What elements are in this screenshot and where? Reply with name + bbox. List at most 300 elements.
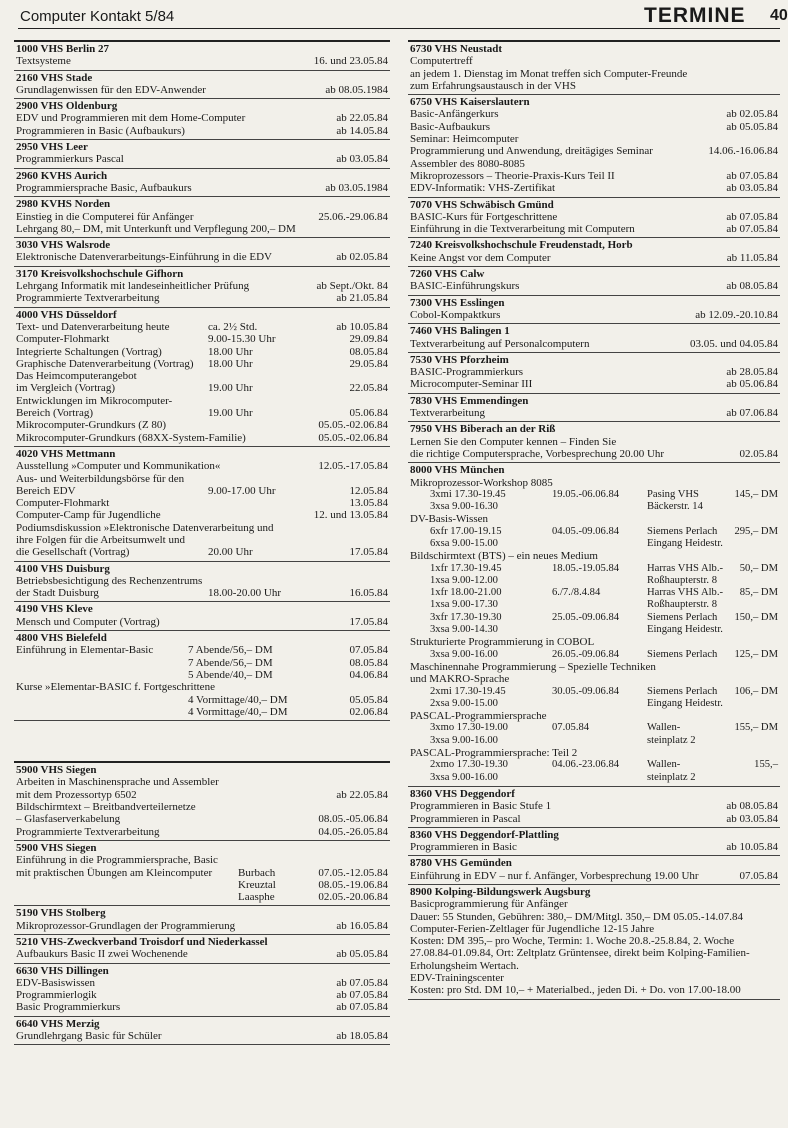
course-schedule: 3xsa 9.00-16.30: [430, 501, 498, 513]
course-row: [16, 370, 388, 382]
course-date: [382, 776, 388, 788]
course-date: ab 03.05.84: [726, 812, 778, 825]
course-date: ab 21.05.84: [336, 292, 388, 305]
course-row: [16, 920, 388, 932]
course-date: [300, 534, 388, 546]
course-time: 19.00 Uhr: [208, 382, 253, 395]
course-schedule: 2xsa 9.00-15.00: [430, 697, 498, 709]
listing-entry: [14, 447, 390, 562]
course-row: [16, 826, 388, 838]
course-name: Einführung in EDV – nur f. Anfänger, Vorbesprechung 19.00 Uhr: [410, 869, 699, 882]
course-price: 4 Vormittage/40,– DM: [188, 693, 288, 706]
listing-title: 7460 VHS Balingen 1: [410, 325, 510, 338]
course-time: 18.00-20.00 Uhr: [208, 587, 282, 600]
listing-entry: [408, 463, 780, 787]
course-price: 150,– DM: [734, 611, 778, 623]
course-time: [208, 395, 300, 407]
course-name: Kurse »Elementar-BASIC f. Fortgeschrittene: [16, 681, 215, 694]
course-row: [16, 395, 388, 407]
course-name: Programmierte Textverarbeitung: [16, 292, 160, 305]
course-row: [410, 587, 778, 599]
course-date: 05.05.-02.06.84: [318, 431, 388, 444]
course-name: Textverarbeitung: [410, 407, 485, 420]
course-row: [410, 170, 778, 182]
course-row: [16, 977, 388, 989]
course-row: [16, 280, 388, 292]
course-date: 14.06.-16.06.84: [708, 145, 778, 158]
course-row: [410, 759, 778, 771]
listing-entry: [14, 267, 390, 308]
course-row: [16, 211, 388, 223]
course-row: [410, 366, 778, 378]
course-row: [410, 526, 778, 538]
course-row: [410, 563, 778, 575]
course-date: [300, 370, 388, 382]
course-name: Bereich EDV: [16, 484, 76, 497]
course-name: Programmieren in Basic Stufe 1: [410, 800, 552, 813]
course-name: Lernen Sie den Computer kennen – Finden Sie: [410, 435, 617, 448]
course-name: Mensch und Computer (Vortrag): [16, 615, 160, 628]
course-row: [16, 776, 388, 788]
listing-title: 5900 VHS Siegen: [16, 764, 97, 777]
course-date: 6./7./8.4.84: [552, 587, 601, 599]
listing-entry: [408, 885, 780, 1000]
course-location: Roßhaupterstr. 8: [647, 574, 718, 586]
course-price: [732, 575, 778, 587]
course-date: ab 11.05.84: [726, 251, 778, 264]
course-date: ab 07.05.84: [336, 989, 388, 1002]
course-name: Grundlehrgang Basic für Schüler: [16, 1030, 162, 1043]
course-row: [410, 133, 778, 145]
course-row: [410, 407, 778, 419]
course-row: [16, 694, 388, 706]
listing-title: 7070 VHS Schwäbisch Gmünd: [410, 198, 554, 211]
course-date: 16.05.84: [349, 587, 388, 600]
course-row: [16, 879, 388, 891]
course-row: [16, 813, 388, 825]
course-name: Kosten: DM 395,– pro Woche, Termin: 1. Woche 20.8.-25.8.84, 2. Woche 27.08.84-01.09.84, Ort: Zeltplatz Grüntensee, direkt beim Kolping-Familien-Erholungsheim Wertach.: [410, 935, 750, 972]
course-row: [410, 252, 778, 264]
course-name: Programmierung und Anwendung, dreitägiges Seminar: [410, 145, 653, 158]
course-row: [410, 612, 778, 624]
course-location: Harras VHS Alb.-: [647, 587, 724, 599]
course-date: 04.06.-23.06.84: [552, 759, 620, 771]
spacer: [16, 657, 188, 669]
course-price: [732, 599, 778, 611]
course-name: Arbeiten in Maschinensprache und Assembler: [16, 776, 219, 789]
listing-entry: [14, 99, 390, 140]
course-date: ab 05.06.84: [726, 378, 778, 391]
course-date: 04.05.-09.06.84: [552, 525, 620, 537]
course-date: 04.05.-26.05.84: [318, 825, 388, 838]
listing-title: 8780 VHS Gemünden: [410, 857, 512, 870]
course-name: Basic-Anfängerkurs: [410, 108, 499, 121]
course-row: [16, 419, 388, 431]
course-name: Textverarbeitung auf Personalcomputern: [410, 337, 590, 350]
course-name: Maschinennahe Programmierung – Spezielle Techniken: [410, 660, 656, 673]
course-date: 12.05.84: [349, 484, 388, 497]
course-name: Bildschirmtext (BTS) – ein neues Medium: [410, 550, 598, 563]
course-name: an jedem 1. Dienstag im Monat treffen sich Computer-Freunde: [410, 67, 688, 80]
course-date: ab 14.05.84: [336, 124, 388, 137]
course-schedule: 6xfr 17.00-19.15: [430, 525, 502, 537]
listing-title: 7830 VHS Emmendingen: [410, 394, 529, 407]
course-row: [16, 473, 388, 485]
course-date: 05.05.84: [349, 693, 388, 706]
course-name: EDV-Trainingscenter: [410, 972, 504, 985]
course-date: 19.05.-06.06.84: [552, 488, 620, 500]
course-name: – Glasfaserverkabelung: [16, 813, 121, 826]
course-date: 17.05.84: [349, 546, 388, 559]
listing-title: 6730 VHS Neustadt: [410, 43, 503, 55]
listing-entry: [14, 1017, 390, 1046]
course-name: Programmieren in Pascal: [410, 812, 521, 825]
course-row: [410, 448, 778, 460]
course-schedule: 3xsa 9.00-16.00: [430, 734, 498, 746]
listing-entry: [14, 71, 390, 100]
magazine-issue: Computer Kontakt 5/84: [20, 8, 175, 25]
course-date: 25.06.-29.06.84: [318, 210, 388, 223]
course-date: ab 22.05.84: [336, 788, 388, 801]
course-date: 03.05. und 04.05.84: [690, 337, 778, 350]
listing-entry: [408, 856, 780, 885]
course-row: [16, 407, 388, 419]
course-time: [208, 616, 300, 628]
course-row: [410, 686, 778, 698]
course-date: ab 08.05.1984: [325, 83, 388, 96]
course-time: 18.00 Uhr: [208, 345, 253, 358]
course-name: Programmierkurs Pascal: [16, 153, 124, 166]
course-date: ab 07.05.84: [336, 1001, 388, 1014]
course-date: 13.05.84: [349, 497, 388, 510]
course-price: 155,–: [754, 759, 778, 771]
course-name: Bereich (Vortrag): [16, 407, 94, 420]
course-date: ab 10.05.84: [336, 320, 388, 333]
course-schedule: 1xfr 18.00-21.00: [430, 587, 502, 599]
course-name: Computer-Ferien-Zeltlager für Jugendliche 12-15 Jahre: [410, 922, 655, 935]
listing-title: 8000 VHS München: [410, 464, 505, 477]
course-row: [16, 546, 388, 558]
course-row: [16, 125, 388, 137]
spacer: [16, 694, 188, 706]
course-name: Aufbaukurs Basic II zwei Wochenende: [16, 948, 188, 961]
listing-title: 6750 VHS Kaiserslautern: [410, 96, 530, 109]
course-date: ab 08.05.84: [726, 800, 778, 813]
listing-entry: [14, 169, 390, 198]
course-date: ab 16.05.84: [336, 919, 388, 932]
course-name: Keine Angst vor dem Computer: [410, 251, 551, 264]
course-row: [410, 489, 778, 501]
course-name: Lehrgang 80,– DM, mit Unterkunft und Verpflegung 200,– DM: [16, 222, 296, 235]
course-name: EDV und Programmieren mit dem Home-Computer: [16, 112, 246, 125]
course-date: 02.06.84: [349, 705, 388, 718]
course-name: Mikroprozessor-Workshop 8085: [410, 476, 553, 489]
course-row: [410, 121, 778, 133]
course-name: Betriebsbesichtigung des Rechenzentrums: [16, 574, 203, 587]
course-row: [410, 722, 778, 734]
course-name: Grundlagenwissen für den EDV-Anwender: [16, 83, 206, 96]
course-location: Eingang Heidestr.: [647, 537, 723, 549]
course-price: [732, 698, 778, 710]
course-schedule: 3xfr 17.30-19.30: [430, 611, 502, 623]
course-date: [552, 772, 647, 784]
listing-title: 7530 VHS Pforzheim: [410, 353, 509, 366]
course-price: 5 Abende/40,– DM: [188, 668, 273, 681]
listing-entry: [408, 787, 780, 828]
listing-title: 4800 VHS Bielefeld: [16, 632, 107, 645]
course-date: 25.05.-09.06.84: [552, 611, 620, 623]
course-name: und MAKRO-Sprache: [410, 673, 510, 686]
course-name: ihre Folgen für die Arbeitsumwelt und: [16, 533, 185, 546]
course-name: Programmierlogik: [16, 989, 97, 1002]
course-row: [16, 644, 388, 656]
listing-entry: [14, 602, 390, 631]
course-date: ab 07.05.84: [726, 210, 778, 223]
course-date: 05.06.84: [349, 407, 388, 420]
course-price: [732, 735, 778, 747]
listing-entry: [408, 95, 780, 197]
course-location: Burbach: [238, 866, 276, 879]
course-location: Wallen-: [647, 722, 681, 734]
course-row: [410, 309, 778, 321]
course-date: 08.05.-19.06.84: [318, 878, 388, 891]
course-name: die richtige Computersprache, Vorbesprechung 20.00 Uhr: [410, 447, 665, 460]
course-date: [300, 473, 388, 485]
course-date: 08.05.-05.06.84: [318, 813, 388, 826]
listing-title: 8360 VHS Deggendorf: [410, 787, 515, 800]
course-date: ab 07.05.84: [336, 976, 388, 989]
listing-title: 4000 VHS Düsseldorf: [16, 308, 117, 321]
course-name: die Gesellschaft (Vortrag): [16, 546, 130, 559]
course-row: [410, 599, 778, 611]
course-date: ab 05.05.84: [726, 120, 778, 133]
course-date: [552, 698, 647, 710]
course-date: 29.09.84: [349, 333, 388, 346]
course-row: [16, 534, 388, 546]
course-schedule: 1xsa 9.00-12.00: [430, 574, 498, 586]
course-time: 9.00-15.30 Uhr: [208, 333, 276, 346]
listing-entry: [408, 296, 780, 325]
course-row: [16, 657, 388, 669]
spacer: [16, 669, 188, 681]
listing-entry: [14, 841, 390, 906]
course-schedule: 3xsa 9.00-16.00: [430, 771, 498, 783]
page-number: 40: [770, 7, 788, 24]
course-row: [410, 108, 778, 120]
course-location: Laasphe: [238, 891, 275, 904]
listing-entry: [408, 238, 780, 267]
course-row: [410, 211, 778, 223]
course-location: Eingang Heidestr.: [647, 697, 723, 709]
course-name: Computer-Flohmarkt: [16, 497, 110, 510]
course-name: Seminar: Heimcomputer: [410, 133, 519, 146]
course-name: Textsysteme: [16, 55, 71, 68]
course-schedule: 6xsa 9.00-15.00: [430, 537, 498, 549]
course-row: [16, 497, 388, 509]
course-row: [410, 436, 778, 448]
course-time: 18.00 Uhr: [208, 357, 253, 370]
course-name: Computer-Camp für Jugendliche: [16, 509, 161, 522]
course-date: ab 05.05.84: [336, 948, 388, 961]
course-row: [410, 841, 778, 853]
section-title: TERMINE: [644, 4, 746, 27]
course-date: [552, 575, 647, 587]
course-name: Microcomputer-Seminar III: [410, 378, 533, 391]
course-time: 9.00-17.00 Uhr: [208, 484, 276, 497]
course-location: Pasing VHS: [647, 488, 699, 500]
course-date: [300, 395, 388, 407]
course-row: [16, 292, 388, 304]
listing-title: 7240 Kreisvolkshochschule Freudenstadt, Horb: [410, 239, 633, 252]
course-price: 145,– DM: [734, 488, 778, 500]
course-date: ab Sept./Okt. 84: [316, 280, 388, 293]
listing-title: 1000 VHS Berlin 27: [16, 43, 110, 55]
listing-entry: [408, 828, 780, 857]
course-time: [208, 473, 300, 485]
course-name: Podiumsdiskussion »Elektronische Datenverarbeitung und: [16, 521, 274, 534]
course-time: [220, 460, 306, 472]
course-location: Bäckerstr. 14: [647, 501, 703, 513]
course-row: [16, 867, 388, 879]
course-name: DV-Basis-Wissen: [410, 513, 488, 526]
course-price: [732, 501, 778, 513]
course-row: [410, 735, 778, 747]
course-name: Das Heimcomputerangebot: [16, 370, 137, 383]
course-name: [16, 891, 238, 903]
course-row: [16, 153, 388, 165]
course-date: [382, 801, 388, 813]
course-date: [382, 223, 388, 235]
listing-entry: [408, 353, 780, 394]
course-date: 16. und 23.05.84: [313, 55, 388, 68]
course-name: Text- und Datenverarbeitung heute: [16, 320, 170, 333]
course-name: mit praktischen Übungen am Kleincomputer: [16, 866, 213, 879]
course-price: 7 Abende/56,– DM: [188, 656, 273, 669]
course-name: Mikrocomputer-Grundkurs (Z 80): [16, 419, 167, 432]
course-row: [16, 182, 388, 194]
course-date: ab 02.05.84: [726, 108, 778, 121]
course-row: [410, 145, 778, 157]
course-date: 07.05.84: [739, 869, 778, 882]
listing-title: 2960 KVHS Aurich: [16, 169, 108, 182]
course-name: Bildschirmtext – Breitbandverteilernetze: [16, 801, 196, 814]
course-location: steinplatz 2: [647, 771, 696, 783]
left-column: [14, 40, 390, 1045]
course-row: [16, 251, 388, 263]
listing-title: 3030 VHS Walsrode: [16, 239, 111, 252]
course-date: [772, 158, 778, 170]
course-name: Computertreff: [410, 55, 473, 68]
course-name: Entwicklungen im Mikrocomputer-: [16, 394, 173, 407]
course-price: 125,– DM: [734, 648, 778, 660]
course-name: [16, 879, 238, 891]
course-date: [300, 575, 388, 587]
listing-entry: [14, 308, 390, 447]
course-location: Siemens Perlach: [647, 525, 718, 537]
course-row: [16, 1001, 388, 1013]
course-time: ca. 2½ Std.: [208, 320, 258, 333]
course-time: [208, 370, 300, 382]
course-date: ab 03.05.1984: [325, 181, 388, 194]
course-row: [16, 223, 388, 235]
listing-title: 2160 VHS Stade: [16, 71, 93, 84]
course-date: ab 03.05.84: [726, 182, 778, 195]
course-name: Basic Programmierkurs: [16, 1001, 121, 1014]
course-row: [410, 813, 778, 825]
course-date: ab 12.09.-20.10.84: [695, 308, 778, 321]
course-name: PASCAL-Programmiersprache: Teil 2: [410, 747, 578, 760]
course-date: 07.05.-12.05.84: [318, 866, 388, 879]
course-name: Ausstellung »Computer und Kommunikation«: [16, 460, 221, 473]
course-row: [16, 346, 388, 358]
course-price: 50,– DM: [739, 562, 778, 574]
course-time: 19.00 Uhr: [208, 407, 253, 420]
course-name: PASCAL-Programmiersprache: [410, 710, 547, 723]
course-name: Integrierte Schaltungen (Vortrag): [16, 345, 162, 358]
course-row: [16, 55, 388, 67]
course-schedule: 3xsa 9.00-16.00: [430, 648, 498, 660]
course-row: [410, 575, 778, 587]
course-name: Mikrocomputer-Grundkurs (68XX-System-Familie): [16, 431, 246, 444]
course-name: Programmieren in Basic (Aufbaukurs): [16, 124, 185, 137]
course-row: [16, 358, 388, 370]
course-price: 155,– DM: [734, 722, 778, 734]
course-name: Dauer: 55 Stunden, Gebühren: 380,– DM/Mitgl. 350,– DM 05.05.-14.07.84: [410, 910, 744, 923]
course-row: [16, 575, 388, 587]
course-schedule: 2xmi 17.30-19.45: [430, 685, 506, 697]
course-schedule: 3xmi 17.30-19.45: [430, 488, 506, 500]
course-time: [208, 575, 300, 587]
course-date: 08.05.84: [349, 656, 388, 669]
course-date: 07.05.84: [552, 722, 590, 734]
course-name: Mikroprozessor-Grundlagen der Programmierung: [16, 919, 236, 932]
course-time: 20.00 Uhr: [208, 546, 253, 559]
listing-entry: [14, 761, 390, 841]
course-location: Siemens Perlach: [647, 611, 718, 623]
listing-title: 2980 KVHS Norden: [16, 198, 111, 211]
listing-entry: [14, 906, 390, 935]
course-name: Lehrgang Informatik mit landeseinheitlicher Prüfung: [16, 280, 250, 293]
course-name: EDV-Basiswissen: [16, 976, 96, 989]
course-name: Strukturierte Programmierung in COBOL: [410, 636, 595, 649]
course-date: ab 07.05.84: [726, 169, 778, 182]
course-row: [16, 321, 388, 333]
listing-title: 3170 Kreisvolkshochschule Gifhorn: [16, 267, 184, 280]
course-name: Einführung in die Programmiersprache, Basic: [16, 854, 218, 867]
course-time: [208, 497, 300, 509]
course-date: ab 08.05.84: [726, 280, 778, 293]
listing-title: 4190 VHS Kleve: [16, 603, 93, 616]
course-name: Elektronische Datenverarbeitungs-Einführung in die EDV: [16, 251, 272, 264]
course-date: ab 07.06.84: [726, 407, 778, 420]
course-row: [410, 280, 778, 292]
course-schedule: 1xsa 9.00-17.30: [430, 599, 498, 611]
course-date: 29.05.84: [349, 357, 388, 370]
course-price: 7 Abende/56,– DM: [188, 644, 273, 657]
course-row: [16, 460, 388, 472]
course-price: [732, 538, 778, 550]
course-name: Programmiersprache Basic, Aufbaukurs: [16, 181, 192, 194]
course-time: [274, 522, 333, 534]
course-price: 85,– DM: [739, 587, 778, 599]
course-date: 30.05.-09.06.84: [552, 685, 620, 697]
listing-entry: [408, 267, 780, 296]
course-date: [552, 501, 647, 513]
course-row: [16, 706, 388, 718]
course-row: [410, 870, 778, 882]
course-name: Einführung in Elementar-Basic: [16, 644, 154, 657]
course-date: 17.05.84: [349, 615, 388, 628]
